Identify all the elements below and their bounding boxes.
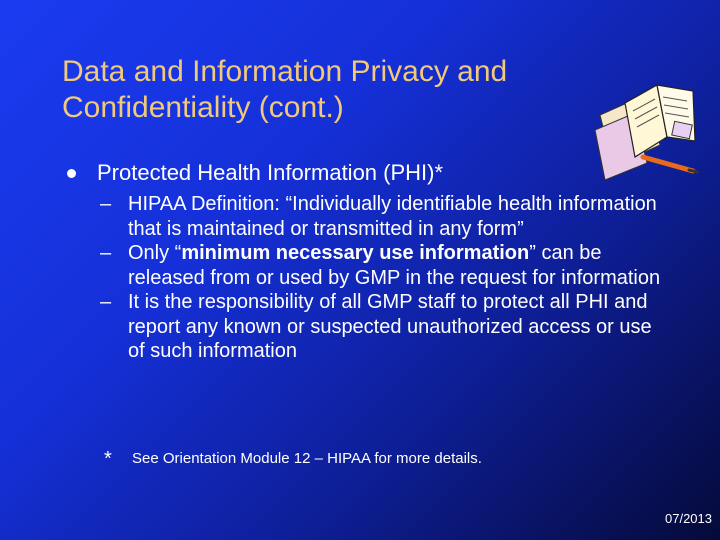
- sub-bullet-text: HIPAA Definition: “Individually identifiable health information that is maintained or transmitted in any form”: [128, 193, 657, 240]
- bullet-phi-text: Protected Health Information (PHI)*: [97, 160, 444, 185]
- footnote-star: *: [104, 448, 112, 470]
- dash-icon: –: [100, 291, 112, 313]
- sub-bullet-minimum-necessary: [100, 241, 673, 290]
- footer-date: 07/2013: [665, 511, 712, 526]
- slide-title: [62, 54, 622, 126]
- sub-bullet-text-pre: Only “: [128, 242, 182, 264]
- title-line-1: Data and Information Privacy and: [62, 55, 508, 88]
- title-line-2: Confidentiality (cont.): [62, 91, 344, 124]
- bullet-phi: [67, 160, 443, 186]
- sub-bullet-list: [100, 192, 673, 364]
- footnote: [104, 447, 482, 471]
- sub-bullet-text: It is the responsibility of all GMP staff to protect all PHI and report any known or suspected unauthorized access or use of such information: [128, 291, 652, 362]
- bullet-dot-icon: [67, 169, 76, 178]
- sub-bullet-staff-responsibility: [100, 290, 673, 364]
- footnote-text: See Orientation Module 12 – HIPAA for more details.: [132, 450, 482, 467]
- dash-icon: –: [100, 242, 112, 264]
- notebook-and-pen-icon: [585, 75, 705, 185]
- sub-bullet-hipaa-definition: [100, 192, 673, 241]
- sub-bullet-text-post: ” can be released from or used by GMP in the request for information: [128, 242, 661, 289]
- sub-bullet-text-bold: minimum necessary use information: [181, 242, 530, 264]
- dash-icon: –: [100, 193, 112, 215]
